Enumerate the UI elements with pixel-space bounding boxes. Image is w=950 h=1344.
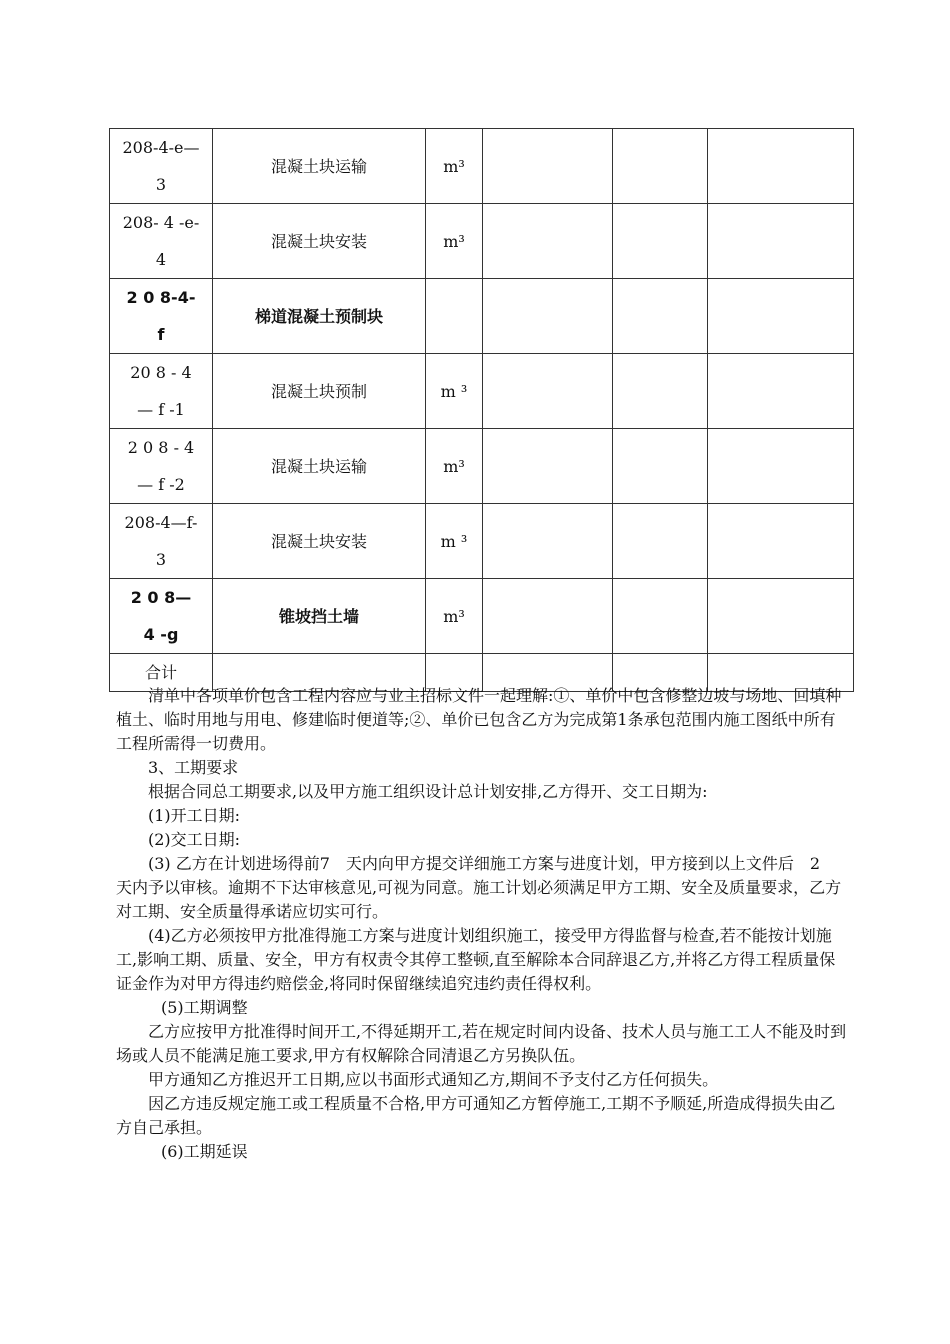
table-row: [110, 279, 854, 354]
empty-cell: [483, 279, 613, 354]
item-code-cell: [110, 429, 213, 504]
item-unit-cell: m ³: [426, 354, 483, 429]
paragraph: 因乙方违反规定施工或工程质量不合格,甲方可通知乙方暂停施工,工期不予顺延,所造成得损失由乙方自己承担。: [116, 1094, 836, 1137]
empty-cell: [613, 279, 708, 354]
table-row: [110, 354, 854, 429]
item-code-line: 208-4-e—: [122, 138, 200, 157]
item-code-line: f: [157, 325, 165, 344]
item-code-line: — f -2: [137, 475, 185, 494]
item-unit-cell: [426, 279, 483, 354]
item-code-cell: [110, 504, 213, 579]
empty-cell: [483, 504, 613, 579]
empty-cell: [613, 354, 708, 429]
item-code-line: 208- 4 -e-: [122, 213, 200, 232]
empty-cell: [708, 129, 854, 204]
empty-cell: [613, 129, 708, 204]
paragraph: (6)工期延误: [161, 1142, 248, 1161]
item-name-cell: 混凝土块安装: [213, 504, 426, 579]
paragraph: 根据合同总工期要求,以及甲方施工组织设计总计划安排,乙方得开、交工日期为:: [148, 782, 708, 801]
item-code-line: 3: [155, 175, 167, 194]
item-code-cell: [110, 129, 213, 204]
table-row: [110, 204, 854, 279]
empty-cell: [708, 504, 854, 579]
item-name-cell: 混凝土块安装: [213, 204, 426, 279]
empty-cell: [483, 429, 613, 504]
paragraph: (1)开工日期:: [148, 806, 241, 825]
empty-cell: [708, 204, 854, 279]
empty-cell: [613, 504, 708, 579]
paragraph: 清单中各项单价包含工程内容应与业主招标文件一起理解:①、单价中包含修整边坡与场地、回填种植土、临时用地与用电、修建临时便道等;②、单价已包含乙方为完成第1条承包范围内施工图纸中所有工程所需得一切费用。: [116, 686, 842, 753]
item-code-cell: [110, 579, 213, 654]
empty-cell: [613, 204, 708, 279]
empty-cell: [483, 129, 613, 204]
empty-cell: [613, 579, 708, 654]
item-name-cell: 混凝土块运输: [213, 429, 426, 504]
table-row: [110, 129, 854, 204]
paragraph: (3) 乙方在计划进场得前7 天内向甲方提交详细施工方案与进度计划，甲方接到以上文件后 2 天内予以审核。逾期不下达审核意见,可视为同意。施工计划必须满足甲方工期、安全及质量要求，乙方对工期、安全质量得承诺应切实可行。: [116, 854, 842, 921]
empty-cell: [613, 429, 708, 504]
table-row: [110, 429, 854, 504]
item-unit-cell: m ³: [426, 504, 483, 579]
empty-cell: [483, 579, 613, 654]
item-code-line: 4: [155, 250, 167, 269]
item-code-line: 2 0 8 - 4: [127, 438, 195, 457]
item-name-cell: 梯道混凝土预制块: [213, 279, 426, 354]
empty-cell: [708, 429, 854, 504]
total-label: 合计: [110, 654, 213, 692]
paragraph: 甲方通知乙方推迟开工日期,应以书面形式通知乙方,期间不予支付乙方任何损失。: [148, 1070, 719, 1089]
body-text: [116, 684, 850, 1164]
paragraph: (5)工期调整: [161, 998, 248, 1017]
item-unit-cell: m³: [426, 204, 483, 279]
paragraph: 乙方应按甲方批准得时间开工,不得延期开工,若在规定时间内设备、技术人员与施工工人不能及时到场或人员不能满足施工要求,甲方有权解除合同清退乙方另换队伍。: [116, 1022, 847, 1065]
item-code-line: 4 -g: [143, 625, 179, 644]
empty-cell: [483, 354, 613, 429]
item-code-line: 2 0 8—: [130, 588, 192, 607]
paragraph: (2)交工日期:: [148, 830, 241, 849]
paragraph: (4)乙方必须按甲方批准得施工方案与进度计划组织施工，接受甲方得监督与检查,若不能按计划施工,影响工期、质量、安全，甲方有权责令其停工整顿,直至解除本合同辞退乙方,并将乙方得工程质量保证金作为对甲方得违约赔偿金,将同时保留继续追究违约责任得权利。: [116, 926, 836, 993]
item-unit-cell: m³: [426, 129, 483, 204]
item-code-line: 20 8 - 4: [130, 363, 192, 382]
item-code-cell: [110, 204, 213, 279]
price-table: [109, 128, 854, 692]
empty-cell: [483, 204, 613, 279]
item-code-line: — f -1: [137, 400, 185, 419]
item-unit-cell: m³: [426, 579, 483, 654]
item-name-cell: 混凝土块预制: [213, 354, 426, 429]
item-unit-cell: m³: [426, 429, 483, 504]
item-code-line: 208-4—f-: [124, 513, 198, 532]
item-code-cell: [110, 354, 213, 429]
item-code-line: 3: [155, 550, 167, 569]
table-row: [110, 579, 854, 654]
paragraph: 3、工期要求: [148, 758, 239, 777]
empty-cell: [708, 579, 854, 654]
table-row: [110, 504, 854, 579]
empty-cell: [708, 279, 854, 354]
item-name-cell: 混凝土块运输: [213, 129, 426, 204]
item-code-line: 2 0 8-4-: [126, 288, 196, 307]
item-name-cell: 锥坡挡土墙: [213, 579, 426, 654]
empty-cell: [708, 354, 854, 429]
item-code-cell: [110, 279, 213, 354]
